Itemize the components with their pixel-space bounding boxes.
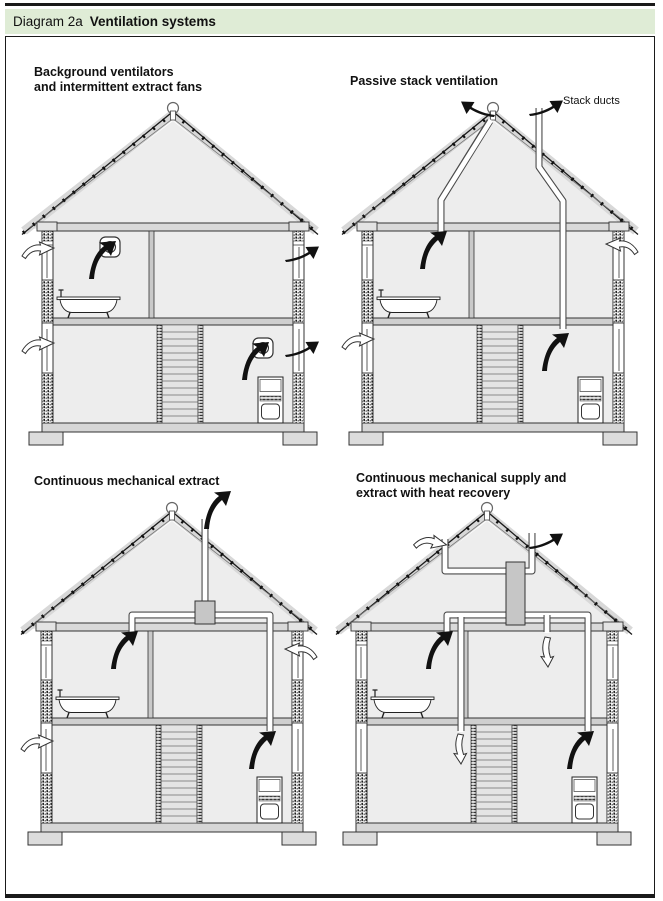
stack-ducts-label: Stack ducts [563,95,620,107]
stack-ducts-pointer-arrow [529,101,563,117]
panel-background-ventilators [13,85,333,457]
panel4-title: Continuous mechanical supply and extract with heat recovery [356,471,567,500]
panel1-title: Background ventilators and intermittent extract fans [34,65,203,94]
diagram-title: Ventilation systems [89,14,216,29]
heat-recovery-unit [506,562,525,625]
diagram-number: Diagram 2a [13,14,83,29]
panel-mechanical-extract [12,485,332,857]
panel3-title: Continuous mechanical extract [34,474,220,488]
panel2-title: Passive stack ventilation [350,74,498,88]
extract-unit [195,601,215,624]
diagram-header [5,9,655,34]
top-rule [5,3,655,6]
panel-passive-stack [333,85,653,457]
panel-supply-extract-heat-recovery [327,485,647,857]
black-exit-arrow [204,491,231,529]
